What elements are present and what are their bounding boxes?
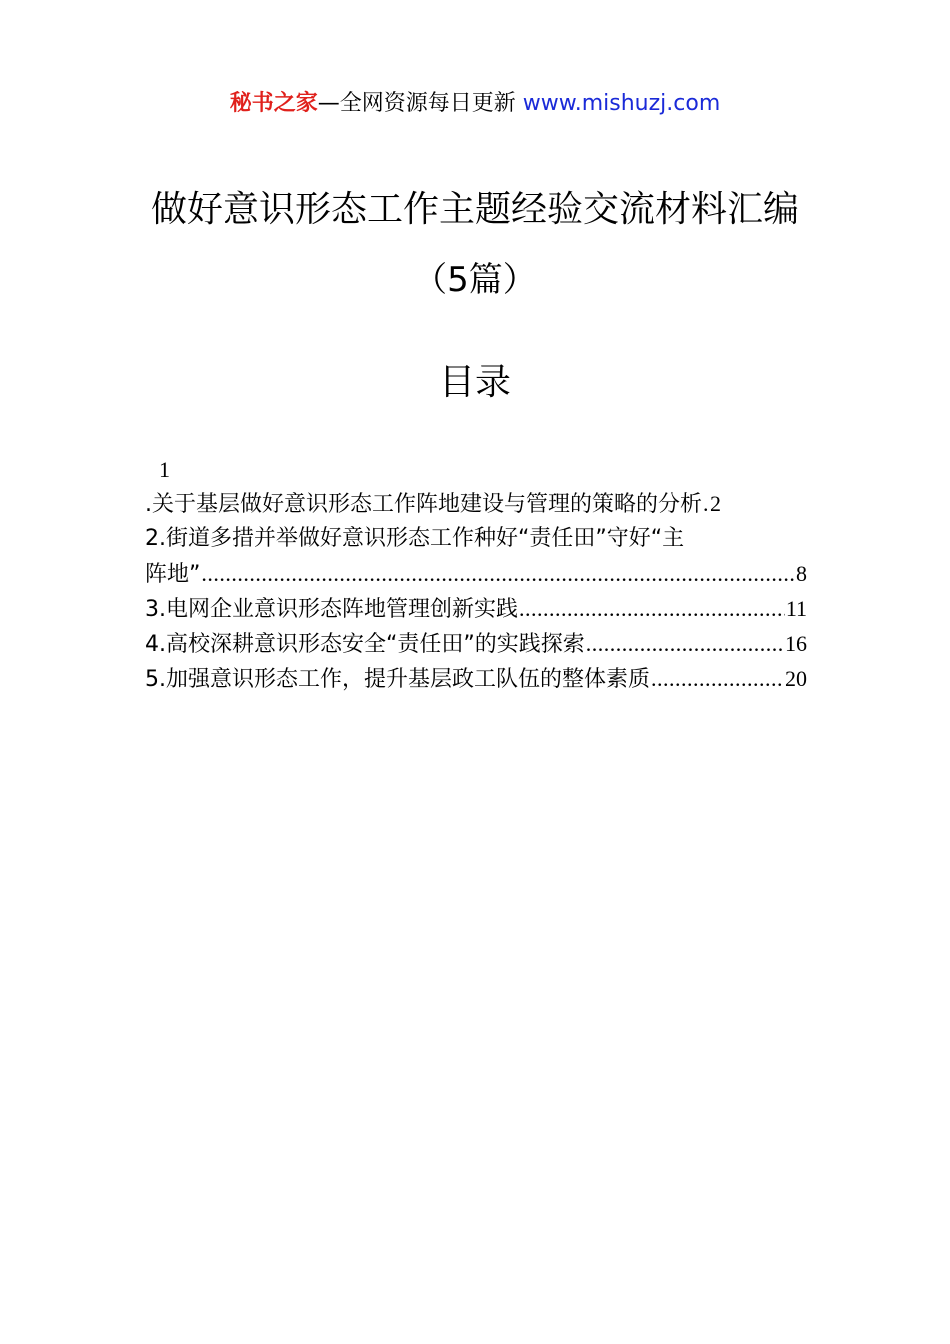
toc-leader-dots: [703, 486, 709, 521]
toc-entry-number: 1: [159, 457, 170, 482]
site-banner: [0, 88, 950, 120]
toc-entry-2-continued[interactable]: [145, 556, 807, 591]
toc-entry-page: 11: [785, 596, 807, 621]
toc-entry-title: 3.电网企业意识形态阵地管理创新实践: [145, 597, 518, 622]
toc-entry-3[interactable]: [145, 591, 807, 626]
site-url-link[interactable]: www.mishuzj.com: [522, 91, 721, 116]
toc-entry-2[interactable]: [145, 521, 807, 556]
document-subtitle: （5篇）: [413, 260, 537, 300]
toc-entry-title: 2.街道多措并举做好意识形态工作种好“责任田”守好“主: [145, 526, 685, 551]
toc-entry-1[interactable]: [145, 486, 807, 521]
toc-entry-page: 16: [785, 631, 807, 656]
toc-leader-dots: [519, 591, 785, 626]
toc-entry-title: 5.加强意识形态工作，提升基层政工队伍的整体素质: [145, 667, 650, 692]
toc-entry-title: 4.高校深耕意识形态安全“责任田”的实践探索: [145, 632, 585, 657]
toc-heading: 目录: [438, 362, 511, 403]
toc-entry-page: 8: [796, 561, 807, 586]
site-brand: 秘书之家: [229, 91, 318, 116]
toc-entry-page: 2: [710, 491, 721, 516]
toc-entry-title: .关于基层做好意识形态工作阵地建设与管理的策略的分析: [145, 492, 702, 517]
toc-entry-5[interactable]: [145, 661, 807, 696]
toc-entry-page: 20: [785, 666, 807, 691]
site-tagline: —全网资源每日更新: [317, 91, 516, 116]
toc-entry-title-continued: 阵地”: [145, 562, 201, 587]
document-title: 做好意识形态工作主题经验交流材料汇编: [150, 189, 799, 230]
toc-leader-dots: [651, 661, 784, 696]
toc-leader-dots: [201, 556, 795, 591]
table-of-contents: [145, 454, 807, 696]
toc-entry-4[interactable]: [145, 626, 807, 661]
toc-leader-dots: [586, 626, 784, 661]
